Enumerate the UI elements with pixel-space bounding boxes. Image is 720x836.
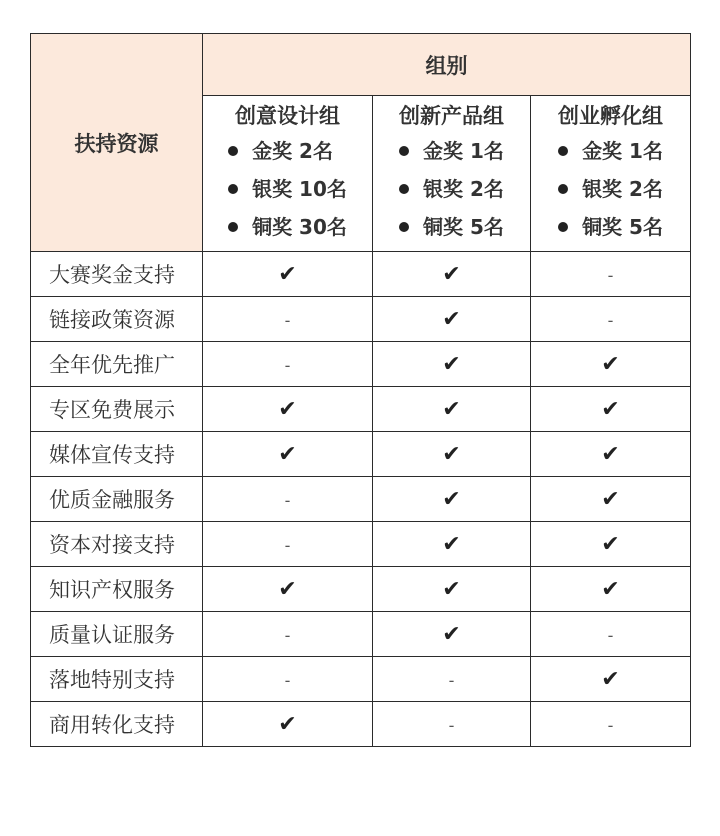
checkmark-icon: ✔	[601, 576, 620, 602]
availability-cell	[531, 567, 691, 612]
checkmark-icon: ✔	[278, 396, 297, 422]
dash-mark: -	[448, 670, 455, 690]
checkmark-icon: ✔	[278, 576, 297, 602]
award-item: 银奖 2名	[399, 170, 504, 208]
table-row	[31, 702, 691, 747]
bullet-icon	[399, 222, 409, 232]
dash-mark: -	[448, 715, 455, 735]
availability-cell	[203, 297, 373, 342]
award-item: 铜奖 5名	[399, 208, 504, 246]
group-cell-creative-design	[203, 96, 373, 252]
resource-name: 优质金融服务	[31, 477, 203, 522]
award-list	[558, 132, 663, 246]
table-body	[31, 252, 691, 747]
availability-cell	[373, 477, 531, 522]
resource-name: 全年优先推广	[31, 342, 203, 387]
resource-name: 专区免费展示	[31, 387, 203, 432]
checkmark-icon: ✔	[442, 351, 461, 377]
resource-name: 知识产权服务	[31, 567, 203, 612]
resource-name: 媒体宣传支持	[31, 432, 203, 477]
resource-name: 资本对接支持	[31, 522, 203, 567]
table-row	[31, 252, 691, 297]
group-cell-innovative-product	[373, 96, 531, 252]
availability-cell	[203, 477, 373, 522]
award-item: 银奖 10名	[228, 170, 347, 208]
award-item: 金奖 2名	[228, 132, 347, 170]
group-name: 创意设计组	[235, 104, 340, 128]
availability-cell	[373, 657, 531, 702]
checkmark-icon: ✔	[601, 666, 620, 692]
availability-cell	[531, 387, 691, 432]
checkmark-icon: ✔	[442, 576, 461, 602]
checkmark-icon: ✔	[442, 621, 461, 647]
checkmark-icon: ✔	[601, 351, 620, 377]
resource-name: 商用转化支持	[31, 702, 203, 747]
dash-mark: -	[607, 265, 614, 285]
availability-cell	[373, 522, 531, 567]
availability-cell	[203, 387, 373, 432]
resource-name: 质量认证服务	[31, 612, 203, 657]
dash-mark: -	[607, 310, 614, 330]
checkmark-icon: ✔	[278, 261, 297, 287]
bullet-icon	[558, 146, 568, 156]
checkmark-icon: ✔	[601, 396, 620, 422]
availability-cell	[203, 702, 373, 747]
resource-name: 大赛奖金支持	[31, 252, 203, 297]
table-row	[31, 567, 691, 612]
dash-mark: -	[284, 535, 291, 555]
availability-cell	[203, 567, 373, 612]
award-item: 铜奖 5名	[558, 208, 663, 246]
availability-cell	[531, 432, 691, 477]
bullet-icon	[228, 184, 238, 194]
availability-cell	[373, 387, 531, 432]
checkmark-icon: ✔	[442, 441, 461, 467]
availability-cell	[373, 612, 531, 657]
availability-cell	[531, 477, 691, 522]
checkmark-icon: ✔	[601, 441, 620, 467]
checkmark-icon: ✔	[442, 396, 461, 422]
availability-cell	[531, 702, 691, 747]
availability-cell	[531, 522, 691, 567]
dash-mark: -	[284, 490, 291, 510]
resource-header-label: 扶持资源	[74, 131, 159, 156]
checkmark-icon: ✔	[278, 711, 297, 737]
availability-cell	[203, 342, 373, 387]
checkmark-icon: ✔	[442, 531, 461, 557]
bullet-icon	[399, 184, 409, 194]
group-header-label: 组别	[425, 53, 468, 78]
availability-cell	[373, 702, 531, 747]
checkmark-icon: ✔	[442, 261, 461, 287]
availability-cell	[203, 657, 373, 702]
table-row	[31, 612, 691, 657]
availability-cell	[203, 522, 373, 567]
table-row	[31, 477, 691, 522]
award-item: 银奖 2名	[558, 170, 663, 208]
group-name: 创业孵化组	[558, 104, 663, 128]
table-row	[31, 522, 691, 567]
bullet-icon	[558, 184, 568, 194]
availability-cell	[373, 432, 531, 477]
resource-column-header	[31, 34, 203, 252]
group-cell-startup-incubation	[531, 96, 691, 252]
availability-cell	[531, 297, 691, 342]
availability-cell	[531, 657, 691, 702]
availability-cell	[373, 252, 531, 297]
award-item: 金奖 1名	[399, 132, 504, 170]
group-name: 创新产品组	[399, 104, 504, 128]
bullet-icon	[558, 222, 568, 232]
availability-cell	[531, 342, 691, 387]
availability-cell	[373, 567, 531, 612]
bullet-icon	[228, 222, 238, 232]
availability-cell	[373, 297, 531, 342]
table-row	[31, 387, 691, 432]
resource-name: 落地特别支持	[31, 657, 203, 702]
availability-cell	[203, 432, 373, 477]
checkmark-icon: ✔	[442, 486, 461, 512]
availability-cell	[531, 252, 691, 297]
availability-cell	[203, 612, 373, 657]
checkmark-icon: ✔	[601, 486, 620, 512]
bullet-icon	[228, 146, 238, 156]
table-row	[31, 657, 691, 702]
dash-mark: -	[284, 670, 291, 690]
support-resources-table	[30, 33, 691, 747]
dash-mark: -	[284, 310, 291, 330]
dash-mark: -	[284, 625, 291, 645]
award-list	[399, 132, 504, 246]
checkmark-icon: ✔	[601, 531, 620, 557]
table-row	[31, 297, 691, 342]
availability-cell	[203, 252, 373, 297]
award-list	[228, 132, 347, 246]
table-row	[31, 432, 691, 477]
availability-cell	[531, 612, 691, 657]
dash-mark: -	[284, 355, 291, 375]
resource-name: 链接政策资源	[31, 297, 203, 342]
group-column-header	[203, 34, 691, 96]
dash-mark: -	[607, 715, 614, 735]
checkmark-icon: ✔	[278, 441, 297, 467]
award-item: 铜奖 30名	[228, 208, 347, 246]
bullet-icon	[399, 146, 409, 156]
table-row	[31, 342, 691, 387]
availability-cell	[373, 342, 531, 387]
checkmark-icon: ✔	[442, 306, 461, 332]
award-item: 金奖 1名	[558, 132, 663, 170]
dash-mark: -	[607, 625, 614, 645]
